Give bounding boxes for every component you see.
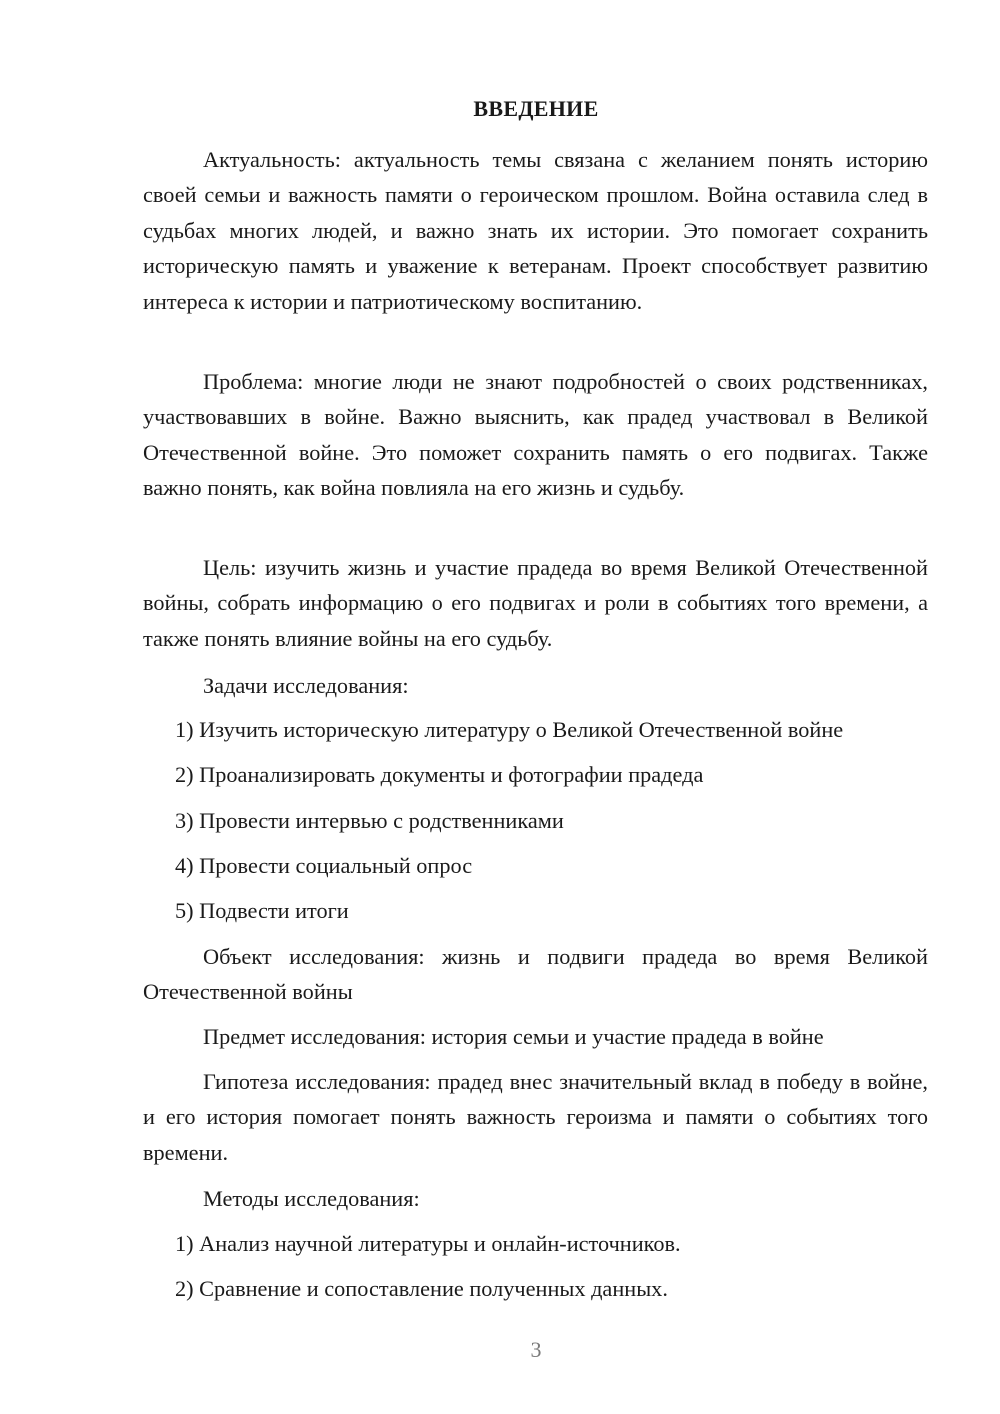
task-item: 2) Проанализировать документы и фотографии прадеда bbox=[175, 762, 704, 787]
relevance-paragraph: Актуальность: актуальность темы связана с желанием понять историю своей семьи и важность памяти о героическом прошлом. Война оставила след в судьбах многих людей, и важно знать их истории. Это помогает сохранить историческую память и уважение к ветеранам. Проект способствует развитию интереса к истории и патриотическому воспитанию. bbox=[143, 147, 928, 314]
problem-paragraph: Проблема: многие люди не знают подробностей о своих родственниках, участвовавших в войне. Важно выяснить, как прадед участвовал в Великой Отечественной войне. Это поможет сохранить память о его подвигах. Также важно понять, как война повлияла на его жизнь и судьбу. bbox=[143, 369, 928, 501]
task-item: 4) Провести социальный опрос bbox=[175, 853, 473, 878]
method-item: 2) Сравнение и сопоставление полученных данных. bbox=[175, 1276, 668, 1301]
method-item: 1) Анализ научной литературы и онлайн-источников. bbox=[175, 1231, 681, 1256]
tasks-heading: Задачи исследования: bbox=[203, 673, 409, 698]
object-paragraph: Объект исследования: жизнь и подвиги прадеда во время Великой Отечественной войны bbox=[143, 944, 928, 1005]
methods-heading: Методы исследования: bbox=[203, 1186, 420, 1211]
task-item: 5) Подвести итоги bbox=[175, 898, 349, 923]
page-number: 3 bbox=[530, 1337, 542, 1362]
task-item: 1) Изучить историческую литературу о Великой Отечественной войне bbox=[175, 717, 844, 742]
subject-paragraph: Предмет исследования: история семьи и участие прадеда в войне bbox=[203, 1024, 824, 1049]
section-title: ВВЕДЕНИЕ bbox=[473, 96, 599, 121]
hypothesis-paragraph: Гипотеза исследования: прадед внес значительный вклад в победу в войне, и его история помогает понять важность героизма и памяти о событиях того времени. bbox=[143, 1069, 928, 1165]
goal-paragraph: Цель: изучить жизнь и участие прадеда во время Великой Отечественной войны, собрать информацию о его подвигах и роли в событиях того времени, а также понять влияние войны на его судьбу. bbox=[143, 555, 928, 651]
task-item: 3) Провести интервью с родственниками bbox=[175, 808, 564, 833]
